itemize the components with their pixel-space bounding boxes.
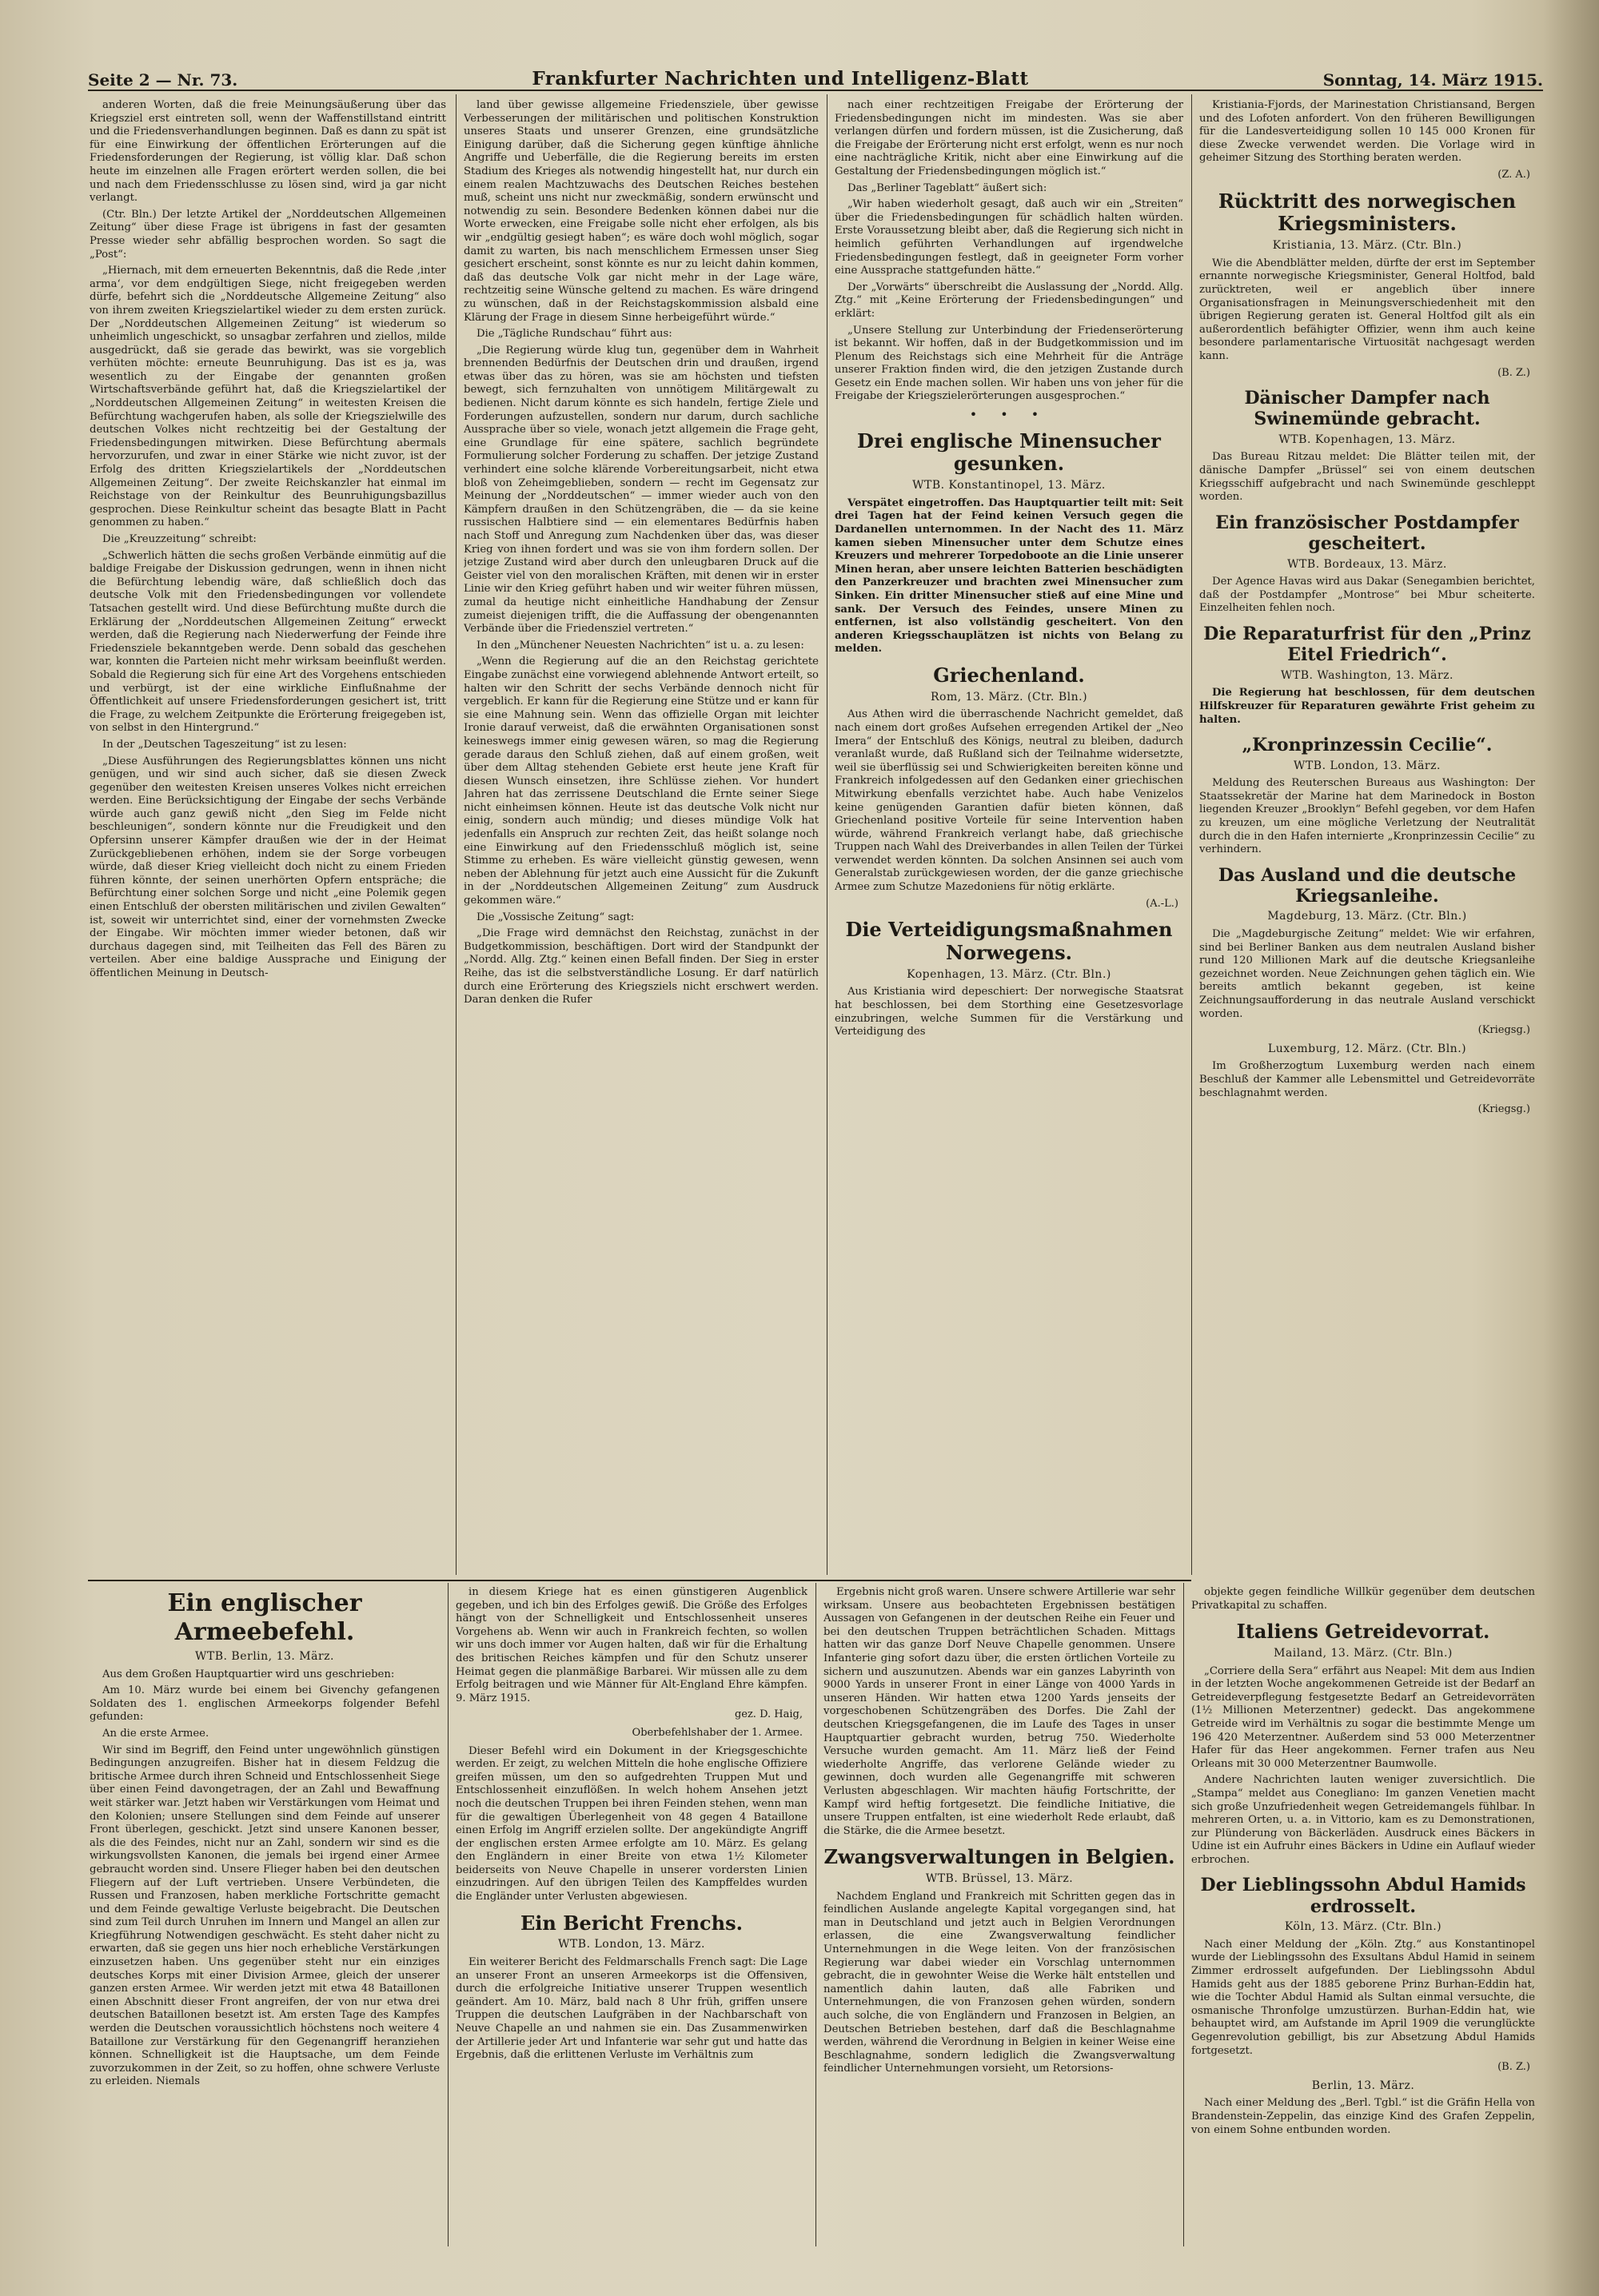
dateline: Kopenhagen, 13. März. (Ctr. Bln.) bbox=[907, 967, 1111, 981]
column-rule bbox=[815, 1583, 816, 2246]
column-rule bbox=[448, 1583, 449, 2246]
column-1 bbox=[90, 99, 446, 1573]
source-tag: (B. Z.) bbox=[1497, 366, 1530, 379]
separator-dots: • • • bbox=[969, 407, 1049, 423]
headline-minesweepers: Drei englische Minensucher gesunken. bbox=[857, 429, 1161, 476]
dateline: WTB. Berlin, 13. März. bbox=[195, 1650, 334, 1663]
article-paragraph: Die „Kreuzzeitung“ schreibt: bbox=[102, 533, 257, 545]
article-paragraph: Kristiania-Fjords, der Marinestation Christiansand, Bergen und des Lofoten anfordert. Von den früheren Bewilligungen für die Landesverteidigung sollen 10 145 000 Kronen für diese Zwecke verwendet werden. Die Vorlage wird in geheimer Sitzung des Storthing beraten werden. bbox=[1199, 99, 1535, 165]
article-paragraph: Nach einer Meldung der „Köln. Ztg.“ aus Konstantinopel wurde der Lieblingssohn des Exsultans Abdul Hamid in seinem Zimmer erdrosselt aufgefunden. Der Lieblingssohn Abdul Hamids geht aus der 1885 geborene Prinz Burhan-Eddin hat, wie die Tochter Abdul Hamid als Sultan einmal versuchte, die osmanische Thronfolge umzustürzen. Burhan-Eddin hat, wie behauptet wird, am Aufstande im April 1909 die verunglückte Gegenrevolution gebilligt, bis zur Absetzung Abdul Hamids fortgesetzt. bbox=[1191, 1938, 1535, 2057]
headline-belgium: Zwangsverwaltungen in Belgien. bbox=[823, 1845, 1175, 1869]
dateline: WTB. London, 13. März. bbox=[1294, 759, 1441, 772]
page-number: Seite 2 — Nr. 73. bbox=[88, 70, 238, 90]
article-paragraph: Am 10. März wurde bei einem bei Givenchy gefangenen Soldaten des 1. englischen Armeekorps folgender Befehl gefunden: bbox=[90, 1684, 440, 1724]
source-tag: (Kriegsg.) bbox=[1477, 1024, 1530, 1037]
page-edge-shadow bbox=[1543, 0, 1599, 2296]
headline-danish-steamer: Dänischer Dampfer nach Swinemünde gebracht. bbox=[1244, 388, 1490, 430]
dateline: Rom, 13. März. (Ctr. Bln.) bbox=[930, 690, 1088, 704]
article-paragraph: An die erste Armee. bbox=[102, 1727, 209, 1740]
article-paragraph: Ergebnis nicht groß waren. Unsere schwere Artillerie war sehr wirksam. Unsere aus beobachteten Ergebnissen bestätigen Aussagen von Gefangenen in der deutschen Reihe ein Feuer und bei den deutschen Truppen beträchtlichen Schaden. Mittags hatten wir das ganze Dorf Neuve Chapelle genommen. Unsere Infanterie ging sofort dazu über, die ersten örtlichen Vorteile zu sichern und auszunutzen. Abends war ein ganzes Labyrinth von 9000 Yards in unserer Front in einer Länge von 4000 Yards in unseren Händen. Wir hatten etwa 1200 Yards jenseits der vorgeschobenen Schützengräben des Dorfes. Die Zahl der deutschen Kriegsgefangenen, die im Laufe des Tages in unser Hauptquartier gebracht wurden, betrug 750. Wiederholte Versuche wurden gemacht. Am 11. März ließ der Feind wiederholte Angriffe, das verlorene Gelände wieder zu gewinnen, doch wurden alle Gegenangriffe mit schweren Verlusten abgeschlagen. Wir machten häufig Fortschritte, der Kampf wird heftig fortgesetzt. Die feindliche Initiative, die unsere Truppen entfalten, ist eine wiederholt Rede erlaubt, daß die Stärke, die die Armee besetzt. bbox=[823, 1586, 1175, 1837]
headline-war-loan: Das Ausland und die deutsche Kriegsanleihe. bbox=[1218, 864, 1517, 907]
masthead: Frankfurter Nachrichten und Intelligenz-Blatt bbox=[532, 68, 1029, 90]
article-paragraph-bold: Verspätet eingetroffen. Das Hauptquartier teilt mit: Seit drei Tagen hat der Feind keinen Versuch gegen die Dardanellen unternommen. In der Nacht des 11. März kamen sieben Minensucher unter dem Schutze eines Kreuzers und mehrerer Torpedoboote an die Linie unserer Minen heran, aber unsere leichten Batterien beschädigten den Panzerkreuzer und brachten zwei Minensucher zum Sinken. Ein dritter Minensucher stieß auf eine Mine und sank. Der Versuch des Feindes, unsere Minen zu entfernen, ist also vollständig gescheitert. Von den anderen Kriegsschauplätzen ist nichts von Belang zu melden. bbox=[835, 496, 1183, 656]
article-paragraph: Meldung des Reuterschen Bureaus aus Washington: Der Staatssekretär der Marine hat dem Marinedock in Boston liegenden Kreuzer „Brooklyn“ Befehl gegeben, vor dem Hafen zu kreuzen, um eine mögliche Verletzung der Neutralität durch die in den Hafen internierte „Kronprinzessin Cecilie“ zu verhindern. bbox=[1199, 777, 1535, 856]
source-tag: (Kriegsg.) bbox=[1477, 1103, 1530, 1116]
article-quote: „Wenn die Regierung auf die an den Reichstag gerichtete Eingabe zunächst eine vorwiegend ablehnende Antwort erteilt, so halten wir den Schritt der sechs Verbände dennoch nicht für vergeblich. Er kann für die Regierung eine Stütze und er kann für sie eine Mahnung sein. Wenn das offizielle Organ mit leichter Ironie darauf verweist, daß die erwähnten Organisationen sonst keineswegs immer einig gewesen wären, so mag die Regierung gerade daraus den Schluß ziehen, daß auf einem großen, weit über dem Alltag stehenden Gebiete erst heute jene Kraft für diesen Wunsch einsetzen, ihre Schlüsse ziehen. Vor hundert Jahren hat das zerrissene Deutschland die Ernte seiner Siege nicht einheimsen können. Heute ist das deutsche Volk nicht nur einig, sondern auch mündig; und dieses mündige Volk hat jedenfalls ein Anspruch zur rechten Zeit, das heißt solange noch eine Einwirkung auf den Friedensschluß möglich ist, seine Stimme zu erheben. Es wäre vielleicht günstig gewesen, wenn neben der Ablehnung für jetzt auch eine Aussicht für die Zukunft in der „Norddeutschen Allgemeinen Zeitung“ zum Ausdruck gekommen wäre.“ bbox=[464, 656, 819, 907]
article-paragraph: Dieser Befehl wird ein Dokument in der Kriegsgeschichte werden. Er zeigt, zu welchen Mitteln die hohe englische Offiziere greifen müssen, um den so aufgedrehten Truppen Mut und Entschlossenheit einzuflößen. In welch hohem Ansehen jetzt noch die deutschen Truppen bei ihren Feinden stehen, wenn man für die gewaltigen Überlegenheit von 48 gegen 4 Bataillone einen Erfolg im Angriff erzielen sollte. Der angekündigte Angriff der englischen ersten Armee erfolgte am 10. März. Es gelang den Engländern in einer Breite von etwa 1½ Kilometer beiderseits von Neuve Chapelle in unserer vordersten Linien einzudringen. Auf den übrigen Teilen des Kampffeldes wurden die Engländer unter Verlusten abgewiesen. bbox=[456, 1744, 807, 1903]
dateline: WTB. Brüssel, 13. März. bbox=[925, 1872, 1074, 1886]
article-paragraph: anderen Worten, daß die freie Meinungsäußerung über das Kriegsziel erst eintreten soll, wenn der Waffenstillstand eintritt und die Friedensverhandlungen beginnen. Daß es dann zu spät ist für eine Einwirkung der öffentlichen Erörterungen auf die Friedensforderungen der Regierung, ist völlig klar. Daß schon heute im einzelnen alle Fragen erörtert werden sollen, die bei und nach dem Friedensschlusse zu lösen sind, wird ja gar nicht verlangt. bbox=[90, 99, 446, 205]
article-quote: „Unsere Stellung zur Unterbindung der Friedenserörterung ist bekannt. Wir hoffen, daß in der Budgetkommission und im Plenum des Reichstags sich eine Mehrheit für die Anträge unserer Fraktion finden wird, die den jetzigen Zustande durch Gesetz ein Ende machen sollen. Wir haben uns von jeher für die Freigabe der Kriegszielerörterungen ausgesprochen.“ bbox=[835, 324, 1183, 403]
article-paragraph: „Corriere della Sera“ erfährt aus Neapel: Mit dem aus Indien in der letzten Woche angekommenen Getreide ist der Bedarf an Getreideverpflegung festgesetzte Bedarf an Getreidevorräten (1½ Millionen Meterzentner) gedeckt. Das angekommene Getreide wird im Verhältnis zu sogar die bestimmte Menge um 196 420 Meterzentner. Außerdem sind 53 000 Meterzentner Hafer für das Heer angekommen. Ferner trafen aus Neu Orleans mit 30 000 Meterzentner Baumwolle. bbox=[1191, 1664, 1535, 1770]
headline-norway-defence: Die Verteidigungsmaßnahmen Norwegens. bbox=[845, 918, 1173, 965]
signature: gez. D. Haig, bbox=[734, 1708, 803, 1721]
column-rule bbox=[456, 94, 457, 1575]
dateline: WTB. Konstantinopel, 13. März. bbox=[912, 479, 1106, 492]
article-quote: nach einer rechtzeitigen Freigabe der Erörterung der Friedensbedingungen nicht im mindesten. Was sie aber verlangen dürfen und fordern müssen, ist die Zusicherung, daß die Freigabe der Erörterung nicht erst erfolgt, wenn es nur noch eine nachträgliche Kritik, nicht aber eine Einwirkung auf die Gestaltung der Friedensbedingungen möglich ist.“ bbox=[835, 99, 1183, 177]
article-paragraph: objekte gegen feindliche Willkür gegenüber dem deutschen Privatkapital zu schaffen. bbox=[1191, 1586, 1535, 1612]
article-paragraph: Wir sind im Begriff, den Feind unter ungewöhnlich günstigen Bedingungen anzugreifen. Bisher hat in diesem Feldzug die britische Armee durch ihren Schneid und Entschlossenheit Siege über einen Feind davongetragen, der an Zahl und Bewaffnung weit stärker war. Jetzt haben wir Verstärkungen vom Heimat und den Kolonien; unsere Stellungen sind dem Feinde auf unserer Front überlegen, geschickt. Jetzt sind unsere Kanonen besser, als die des Feindes, nicht nur an Zahl, sondern wir sind es die wirkungsvollsten Kanonen, die jemals bei irgend einer Armee gebraucht worden sind. Unsere Flieger haben bei den deutschen Fliegern auf der Luft vertrieben. Unsere Verbündeten, die Russen und Franzosen, haben merkliche Fortschritte gemacht und dem Feinde gewaltige Verluste beigebracht. Die Deutschen sind zum Teil durch Unruhen im Innern und Mangel an allen zur Kriegführung Notwendigen geschwächt. Es steht daher nicht zu erwarten, daß sie gegen uns hier noch erhebliche Verstärkungen einzusetzen haben. Uns gegenüber steht nur ein einziges deutsches Korps mit einer Division Armee, gleich der unserer ganzen ersten Armee. Wir werden jetzt mit etwa 48 Bataillonen einen Abschnitt dieser Front angreifen, der von nur etwa drei deutschen Bataillonen besetzt ist. Am ersten Tage des Kampfes werden die Deutschen voraussichtlich höchstens noch weitere 4 Bataillone zur Verstärkung für den Gegenangriff heranziehen können. Schnelligkeit ist die Hauptsache, um dem Feinde zuvorzukommen in der Zeit, so zu hoffen, ohne schwere Verluste zu erleiden. Niemals bbox=[90, 1744, 440, 2088]
column-7 bbox=[823, 1586, 1175, 2242]
article-paragraph-bold: Die Regierung hat beschlossen, für dem deutschen Hilfskreuzer für Reparaturen gewährte Frist geheim zu halten. bbox=[1199, 687, 1535, 726]
dateline: WTB. Washington, 13. März. bbox=[1281, 668, 1453, 682]
column-8 bbox=[1191, 1586, 1535, 2242]
article-paragraph: Aus Kristiania wird depeschiert: Der norwegische Staatsrat hat beschlossen, bei dem Storthing eine Gesetzesvorlage einzubringen, welche Summen für die Verstärkung und Verteidigung des bbox=[835, 986, 1183, 1038]
source-tag: (B. Z.) bbox=[1497, 2061, 1530, 2074]
article-paragraph: Der „Vorwärts“ überschreibt die Auslassung der „Nordd. Allg. Ztg.“ mit „Keine Erörterung der Friedensbedingungen“ und erklärt: bbox=[835, 281, 1183, 320]
article-quote: land über gewisse allgemeine Friedensziele, über gewisse Verbesserungen der militärischen und politischen Konstruktion unseres Staats und unserer Grenzen, eine grundsätzliche Einigung darüber, daß die Sicherung gegen künftige ähnliche Angriffe und Ueberfälle, die die Regierung bereits im ersten Stadium des Krieges als notwendig hingestellt hat, nur durch ein einem realen Machtzuwachs des Deutschen Reiches bestehen muß, scheint uns nicht nur zweckmäßig, sondern erwünscht und notwendig zu sein. Besondere Bedenken können dabei nur die Worte erwecken, eine Freigabe solle nicht eher erfolgen, als bis wir „endgültig gesiegt haben“; es wäre doch wohl möglich, sogar damit zu warten, bis nach menschlichem Ermessen unser Sieg gesichert erscheint, sonst könnte es nur zu leicht dahin kommen, daß das deutsche Volk gar nicht mehr in der Lage wäre, rechtzeitig seine Wünsche geltend zu machen. Es wäre dringend zu wünschen, daß in der Reichstagskommission alsbald eine Klärung der Frage in diesem Sinne herbeigeführt würde.“ bbox=[464, 99, 819, 324]
column-4 bbox=[1199, 99, 1535, 1573]
column-2 bbox=[464, 99, 819, 1573]
article-paragraph: Nachdem England und Frankreich mit Schritten gegen das in feindlichen Auslande angelegte Kapital vorgegangen sind, hat man in Deutschland und jetzt auch in Belgien Verordnungen erlassen, die eine Zwangsverwaltung feindlicher Unternehmungen in die Wege leiten. Von der französischen Regierung war dabei wieder ein Vorschlag unternommen gebracht, die in gewohnter Weise die Werke hält entstellen und namentlich dahin lauten, daß alle Fabriken und Unternehmungen, die von Franzosen gehen würden, sondern auch solche, die von Engländern und Franzosen in Belgien, an Deutschen Betrieben bestehen, darf daß die Beschlagnahme werden, während die Verordnung in Belgien in keiner Weise eine Beschlagnahme, sondern lediglich die Zwangsverwaltung feindlicher Unternehmungen vorsieht, um Retorsions- bbox=[823, 1890, 1175, 2075]
column-rule bbox=[1183, 1583, 1184, 2246]
headline-war-minister: Rücktritt des norwegischen Kriegsministers. bbox=[1218, 189, 1517, 236]
headline-kronprinzessin: „Kronprinzessin Cecilie“. bbox=[1242, 735, 1493, 756]
page-header bbox=[88, 56, 1543, 91]
article-paragraph: In den „Münchener Neuesten Nachrichten“ ist u. a. zu lesen: bbox=[477, 639, 804, 652]
article-quote: „Diese Ausführungen des Regierungsblattes können uns nicht genügen, und wir sind auch sicher, daß sie diesen Zweck gegenüber den weitesten Kreisen unseres Volkes nicht erreichen werden. Eine Berücksichtigung der Eingabe der sechs Verbände würde auch ganz gewiß nicht „den Sieg im Felde nicht beschleunigen“, sondern könnte nur die Freudigkeit und den Opfersinn unserer Kämpfer draußen wie der in der Heimat Zurückgebliebenen erhöhen, indem sie der Sorge vorbeugen würde, daß dieser Krieg vielleicht doch nicht zu einem Frieden führen könnte, der seinen unerhörten Opfern entspräche; die Befürchtung einer solchen Sorge und nicht „eine Polemik gegen einen Entschluß der obersten militärischen und zivilen Gewalten“ ist, soweit wir unterrichtet sind, einer der vornehmsten Zwecke der Eingabe. Wir möchten immer wieder betonen, daß wir durchaus dagegen sind, mit Teilheiten das Fell des Bären zu verteilen. Aber eine baldige Aussprache und Einigung der öffentlichen Meinung in Deutsch- bbox=[90, 755, 446, 979]
article-paragraph: Aus dem Großen Hauptquartier wird uns geschrieben: bbox=[102, 1668, 395, 1680]
headline-army-order: Ein englischer Armeebefehl. bbox=[167, 1589, 362, 1646]
headline-french-postal-steamer: Ein französischer Postdampfer gescheitert. bbox=[1215, 512, 1519, 555]
article-paragraph: Nach einer Meldung des „Berl. Tgbl.“ ist die Gräfin Hella von Brandenstein-Zeppelin, das einzige Kind des Grafen Zeppelin, von einem Sohne entbunden worden. bbox=[1191, 2097, 1535, 2136]
article-paragraph: Wie die Abendblätter melden, dürfte der erst im September ernannte norwegische Kriegsminister, General Holtfod, bald zurücktreten, weil er angeblich über innere Organisationsfragen in Meinungsverschiedenheit mit den übrigen Regierung geraten ist. General Holtfod gilt als ein außerordentlich befähigter Offizier, wenn ihm auch keine besondere parlamentarische Virtuosität nachgesagt werden kann. bbox=[1199, 257, 1535, 362]
headline-greece: Griechenland. bbox=[933, 663, 1085, 687]
signature-title: Oberbefehlshaber der 1. Armee. bbox=[632, 1726, 803, 1739]
article-quote: „Schwerlich hätten die sechs großen Verbände einmütig auf die baldige Freigabe der Diskussion gedrungen, wenn in ihnen nicht die Befürchtung lebendig wäre, daß schließlich doch das deutsche Volk mit den Friedensbedingungen vor vollendete Tatsachen gestellt wird. Und diese Befürchtung mußte durch die Erklärung der „Norddeutschen Allgemeinen Zeitung“ erweckt werden, daß die Regierung nach Niederwerfung der Feinde ihre Friedensziele bekanntgeben werde. Denn sobald das geschehen war, konnten die Parteien nicht mehr wirksam beeinflußt werden. Sobald die Regierung sich für eine Art des Vorgehens entschieden und verbürgt, ist der eine wirkliche Einflußnahme der Öffentlichkeit auf unsere Friedensforderungen gesichert ist, tritt die Frage, zu welchem Zeitpunkte die Erörterung freigegeben ist, von selbst in den Hintergrund.“ bbox=[90, 549, 446, 735]
article-paragraph: Das „Berliner Tageblatt“ äußert sich: bbox=[847, 181, 1047, 194]
dateline: WTB. Kopenhagen, 13. März. bbox=[1278, 432, 1456, 446]
article-paragraph: Die „Magdeburgische Zeitung“ meldet: Wie wir erfahren, sind bei Berliner Banken aus dem neutralen Ausland bisher rund 120 Millionen Mark auf die deutsche Kriegsanleihe gezeichnet worden. Neue Zeichnungen gehen täglich ein. Wie bereits amtlich bekannt gegeben, ist keine Zeichnungsaufforderung in das neutrale Ausland verschickt worden. bbox=[1199, 928, 1535, 1020]
dateline: Luxemburg, 12. März. (Ctr. Bln.) bbox=[1267, 1042, 1467, 1055]
dateline: Köln, 13. März. (Ctr. Bln.) bbox=[1284, 1920, 1442, 1934]
article-quote: „Wir haben wiederholt gesagt, daß auch wir ein „Streiten“ über die Friedensbedingungen für schädlich halten würden. Erste Voraussetzung bleibt aber, daß die Regierung sich nicht in heimlich geführten Verhandlungen auf irgendwelche Friedensbedingungen festlegt, daß in geeigneter Form vorher eine Aussprache stattgefunden hätte.“ bbox=[835, 198, 1183, 277]
article-quote: „Hiernach, mit dem erneuerten Bekenntnis, daß die Rede ‚inter arma‘, vor dem endgültigen Siege, nicht freigegeben werden dürfe, befehrt sich die „Norddeutsche Allgemeine Zeitung“ also von ihrem zweiten Kriegszielartikel wieder zu dem ersten zurück. Der „Norddeutschen Allgemeinen Zeitung“ ist wiederum so unheimlich ungeschickt, so unsagbar zerfahren und ziellos, milde ausgedrückt, daß sie gerade das bewirkt, was sie vorgeblich verhüten möchte: erneute Beunruhigung. Das ist es ja, was wesentlich zu der Eingabe der genannten großen Wirtschaftsverbände geführt hat, daß die Kriegszielartikel der „Norddeutschen Allgemeinen Zeitung“ in weitesten Kreisen die Befürchtung wachgerufen haben, als solle der Kriegszielwille des deutschen Volkes nicht rechtzeitig bei der Gestaltung der Friedensbedingungen mitwirken. Diese Befürchtung abermals hervorzurufen, und zwar in einer Stärke wie nicht zuvor, ist der Erfolg des dritten Kriegszielartikels der „Norddeutschen Allgemeinen Zeitung“. Der zweite Reichskanzler hat einmal im Reichstage von der Reinkultur des Beunruhigungsbazillus gesprochen. Diese Reinkultur scheint das besagte Blatt in Pacht genommen zu haben.“ bbox=[90, 265, 446, 529]
article-paragraph: (Ctr. Bln.) Der letzte Artikel der „Norddeutschen Allgemeinen Zeitung“ über diese Frage ist übrigens in fast der gesamten Presse wieder sehr abfällig besprochen worden. So sagt die „Post“: bbox=[90, 208, 446, 261]
issue-date: Sonntag, 14. März 1915. bbox=[1322, 70, 1543, 90]
headline-italy-grain: Italiens Getreidevorrat. bbox=[1236, 1620, 1490, 1644]
column-rule bbox=[1191, 94, 1192, 1575]
headline-french-report: Ein Bericht Frenchs. bbox=[520, 1911, 743, 1935]
column-5 bbox=[90, 1586, 440, 2242]
column-3 bbox=[835, 99, 1183, 1573]
article-quote: „Die Regierung würde klug tun, gegenüber dem in Wahrheit brennenden Bedürfnis der Deutschen drin und draußen, irgend etwas über das zu hören, was sie am höchsten und tiefsten bewegt, sich fernzuhalten von unnötigem Militärgewalt zu bedienen. Nicht darum könnte es sich handeln, fertige Ziele und Forderungen aufzustellen, sondern nur darum, durch sachliche Aussprache über so viele, wonach jetzt allgemein die Frage geht, eine Grundlage für eine spätere, sachlich begründete Formulierung solcher Forderung zu schaffen. Der jetzige Zustand verhindert eine solche klärende Vorbereitungsarbeit, nicht etwa bloß von Zeheimgeblieben, sondern — recht im Gegensatz zur Meinung der „Norddeutschen“ — immer wieder auch von den Kämpfern draußen in den Schützengräben, die — da sie keine russischen Halbtiere sind — ein elementares Bedürfnis haben nach Stoff und Anregung zum Nachdenken über das, was dieser Krieg von ihnen fordert und was sie von ihm fordern sollen. Der jetzige Zustand wird aber durch den unleugbaren Druck auf die Geister viel von den moralischen Kräften, mit denen wir in erster Linie wir den Krieg geführt haben und wir weiter führen müssen, zumal da heutige nicht einheitliche Handhabung der Zensur zumeist diejenigen trifft, die die Auffassung der obengenannten Verbände über die Friedensziel vertreten.“ bbox=[464, 344, 819, 636]
article-paragraph: Der Agence Havas wird aus Dakar (Senegambien berichtet, daß der Postdampfer „Montrose“ bei Mbur scheiterte. Einzelheiten fehlen noch. bbox=[1199, 576, 1535, 615]
article-paragraph: Andere Nachrichten lauten weniger zuversichtlich. Die „Stampa“ meldet aus Conegliano: Im ganzen Venetien macht sich große Unzufriedenheit wegen Getreidemangels fühlbar. In mehreren Orten, u. a. in Vittorio, kam es zu Demonstrationen, zur Plünderung von Bäckerläden. Ausdruck eines Bäckers in Udine ist ein Aufruhr eines Bäckers in Udine ein Auflauf wieder erbrochen. bbox=[1191, 1774, 1535, 1866]
source-tag: (Z. A.) bbox=[1497, 168, 1530, 181]
dateline: Mailand, 13. März. (Ctr. Bln.) bbox=[1274, 1646, 1453, 1660]
article-paragraph: in diesem Kriege hat es einen günstigeren Augenblick gegeben, und ich bin des Erfolges gewiß. Die Größe des Erfolges hängt von der Schnelligkeit und Entschlossenheit unseres Vorgehens ab. Wenn wir auch in Frankreich fechten, so wollen wir uns doch immer vor Augen halten, daß wir für die Erhaltung des britischen Reiches kämpfen und für den Schutz unserer Heimat gegen die planmäßige Barbarei. Wir müssen alle zu dem Erfolg beitragen und wie Männer für Alt-England Ehre kämpfen. 9. März 1915. bbox=[456, 1586, 807, 1704]
article-paragraph: Ein weiterer Bericht des Feldmarschalls French sagt: Die Lage an unserer Front an unseren Armeekorps ist die Offensiven, durch die erfolgreiche Initiative unserer Truppen wesentlich geändert. Am 10. März, bald nach 8 Uhr früh, griffen unsere Truppen die deutschen Laufgräben in der Nachbarschaft von Neuve Chapelle an und nahmen sie ein. Das Zusammenwirken der Artillerie jeder Art und Infanterie war sehr gut und hatte das Ergebnis, daß die erlittenen Verluste im Verhältnis zum bbox=[456, 1956, 807, 2062]
headline-abdul-hamid: Der Lieblingssohn Abdul Hamids erdrosselt. bbox=[1200, 1875, 1526, 1917]
headline-prinz-eitel: Die Reparaturfrist für den „Prinz Eitel Friedrich“. bbox=[1203, 624, 1531, 666]
article-paragraph: Im Großherzogtum Luxemburg werden nach einem Beschluß der Kammer alle Lebensmittel und Getreidevorräte beschlagnahmt werden. bbox=[1199, 1060, 1535, 1099]
article-paragraph: Das Bureau Ritzau meldet: Die Blätter teilen mit, der dänische Dampfer „Brüssel“ sei von einem deutschen Kriegsschiff aufgebracht und nach Swinemünde geschleppt worden. bbox=[1199, 451, 1535, 504]
source-tag: (A.-L.) bbox=[1146, 897, 1178, 910]
dateline: Berlin, 13. März. bbox=[1311, 2079, 1415, 2092]
article-quote: „Die Frage wird demnächst den Reichstag, zunächst in der Budgetkommission, beschäftigen. Dort wird der Standpunkt der „Nordd. Allg. Ztg.“ keinen einen Befall finden. Der Sieg in erster Reihe, das ist die selbstverständliche Losung. Er darf natürlich durch eine Erörterung des Kriegsziels nicht erschwert werden. Daran denken die Rufer bbox=[464, 927, 819, 1006]
column-6 bbox=[456, 1586, 807, 2242]
dateline: Kristiania, 13. März. (Ctr. Bln.) bbox=[1272, 239, 1462, 253]
dateline: WTB. London, 13. März. bbox=[558, 1938, 705, 1951]
article-paragraph: In der „Deutschen Tageszeitung“ ist zu lesen: bbox=[102, 738, 347, 751]
article-paragraph: Die „Tägliche Rundschau“ führt aus: bbox=[477, 328, 672, 341]
dateline: Magdeburg, 13. März. (Ctr. Bln.) bbox=[1267, 910, 1467, 923]
article-paragraph: Aus Athen wird die überraschende Nachricht gemeldet, daß nach einem dort großes Aufsehen erregenden Artikel der „Neo Imera“ der Entschluß des Königs, neutral zu bleiben, dadurch veranlaßt wurde, daß Rußland sich der Teilnahme widersetzte, weil sie überflüssig sei und Schwierigkeiten bereiten könne und Frankreich infolgedessen auf den Gedanken einer griechischen Mitwirkung ebenfalls verzichtet habe. Auch habe Venizelos keine genügenden Garantien dafür bieten können, daß Griechenland positive Vorteile für seine Intervention haben würde, während Frankreich verlangt habe, daß griechische Truppen nach Wahl des Dreiverbandes in allen Teilen der Türkei verwendet werden könnten. Da solchen Ansinnen sei auch vom Generalstab zurückgewiesen worden, der die ganze griechische Armee zum Schutze Mazedoniens für nötig erklärte. bbox=[835, 708, 1183, 894]
section-rule bbox=[88, 1580, 1191, 1581]
article-paragraph: Die „Vossische Zeitung“ sagt: bbox=[477, 911, 635, 923]
dateline: WTB. Bordeaux, 13. März. bbox=[1287, 557, 1447, 571]
